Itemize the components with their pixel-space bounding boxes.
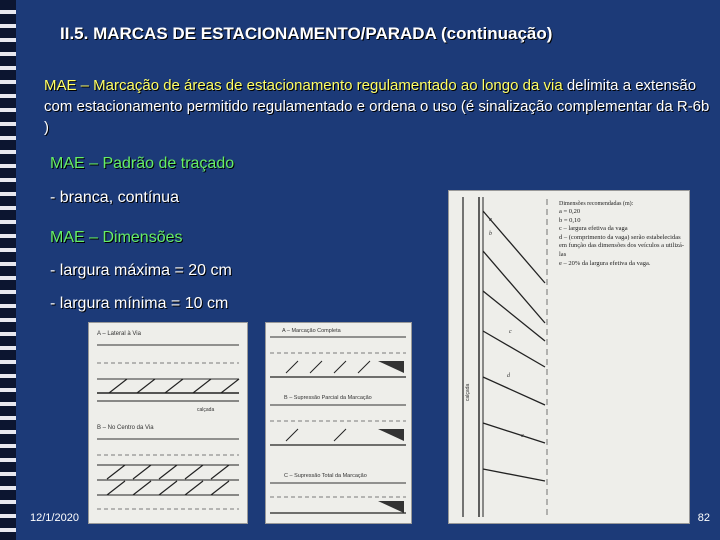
fig-right-letter-c: c	[509, 329, 512, 335]
figure-dimensoes	[448, 190, 690, 524]
traçado-heading: MAE – Padrão de traçado	[50, 155, 235, 172]
fig-left-label-b: B – No Centro da Via	[97, 425, 154, 431]
supressao-diagram	[266, 323, 411, 523]
fig-right-dim-d: d – (comprimento da vaga) serão estabelecidas em função das dimensões dos veículos a utilizá-las	[559, 233, 685, 258]
fig-right-dims-title: Dimensões recomendadas (m):	[559, 201, 634, 207]
fig-left-calcada-label: calçada	[197, 407, 215, 413]
fig-right-calcada-label: calçada	[465, 383, 471, 401]
fig-right-letter-d: d	[507, 373, 510, 379]
slide-title: II.5. MARCAS DE ESTACIONAMENTO/PARADA (continuação)	[60, 24, 553, 43]
fig-mid-label-a: A – Marcação Completa	[282, 328, 341, 334]
slide-page-number: 82	[697, 512, 710, 524]
dimensoes-heading: MAE – Dimensões	[50, 229, 183, 246]
intro-paragraph	[44, 75, 712, 138]
lateral-centro-diagram	[89, 323, 247, 523]
fig-mid-label-c: C – Supressão Total da Marcação	[284, 473, 367, 479]
mae-definition-lead: MAE – Marcação de áreas de estacionamento regulamentado ao longo da via	[44, 77, 563, 94]
fig-left-label-a: A – Lateral à Via	[97, 331, 141, 337]
traçado-bullet: - branca, contínua	[50, 189, 179, 206]
fig-right-dim-b: b = 0,10	[559, 216, 581, 224]
fig-right-dim-c: c – largura efetiva da vaga	[559, 225, 628, 233]
fig-right-letter-b: b	[489, 231, 492, 237]
fig-mid-label-b: B – Supressão Parcial da Marcação	[284, 395, 372, 401]
figure-supressao	[265, 322, 412, 524]
slide-date: 12/1/2020	[30, 512, 79, 524]
largura-maxima-bullet: - largura máxima = 20 cm	[50, 262, 232, 279]
fig-right-letter-a: a	[489, 217, 492, 223]
figure-lateral-centro	[88, 322, 248, 524]
mae-definition-rest: delimita a extensão com estacionamento permitido regulamentado e ordena o uso (é sinalização complementar da R-6b )	[44, 77, 710, 136]
fig-right-dim-e: e – 20% da largura efetiva da vaga.	[559, 259, 651, 267]
left-decorative-stripe	[0, 0, 16, 540]
fig-right-dim-a: a = 0,20	[559, 208, 581, 215]
dimensoes-diagram	[449, 191, 689, 523]
largura-minima-bullet: - largura mínima = 10 cm	[50, 295, 229, 312]
fig-right-letter-e: e	[521, 433, 524, 439]
